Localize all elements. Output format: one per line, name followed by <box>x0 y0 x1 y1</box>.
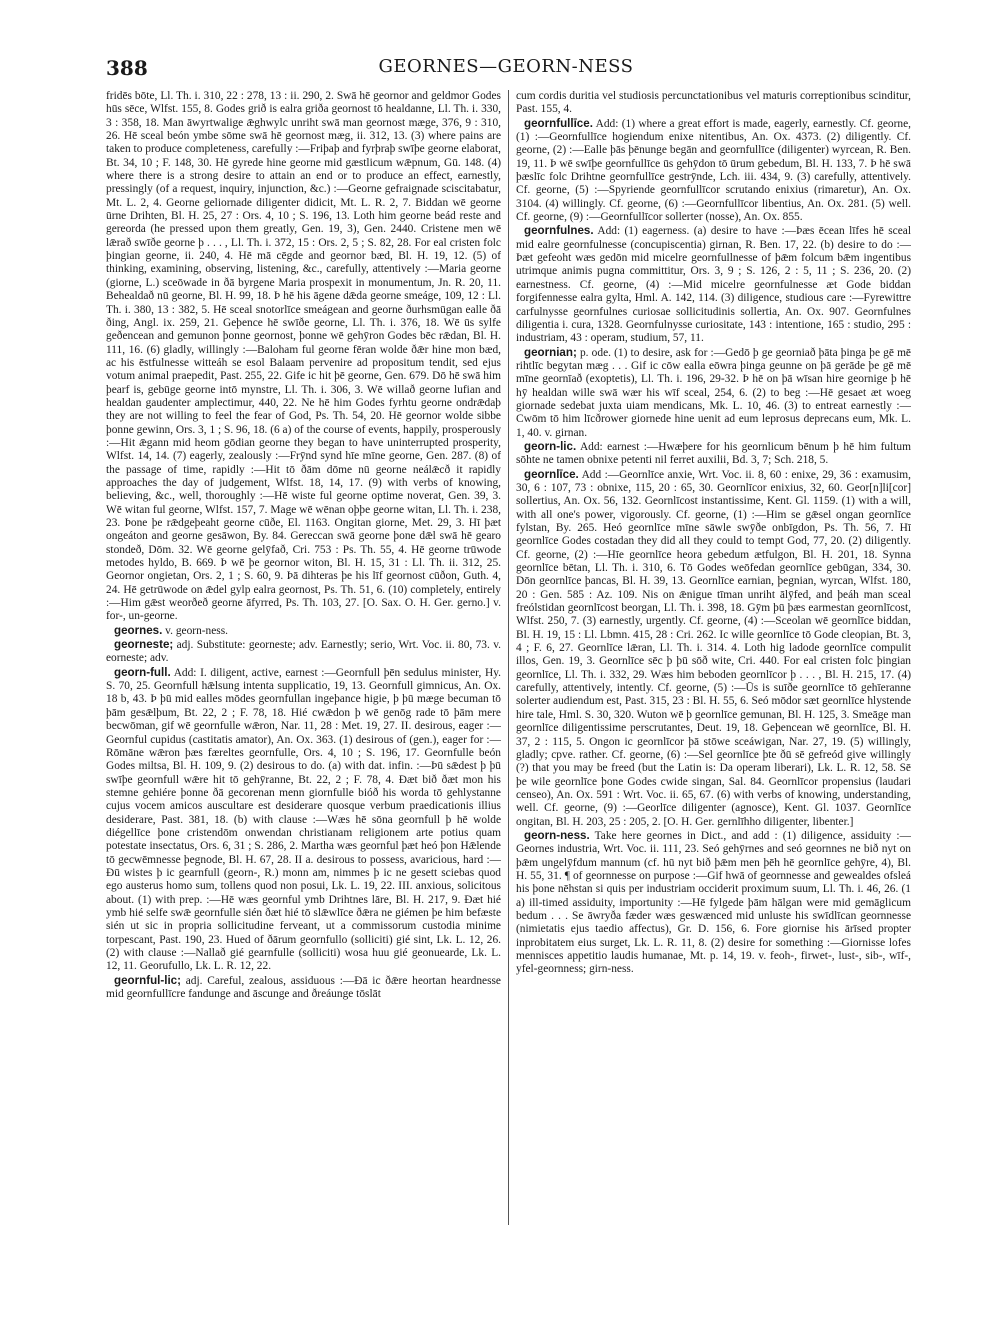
right-column <box>516 90 911 1305</box>
entry-headword: geornian; <box>524 345 577 359</box>
left-column <box>106 90 501 1305</box>
entry-geornes <box>106 624 501 638</box>
entry-headword: georneste; <box>114 638 174 652</box>
entry-geornfulnes <box>516 224 911 345</box>
entry-headword: georn-lic. <box>524 439 577 453</box>
entry-georn-lic <box>516 440 911 468</box>
entry-text: adj. Careful, zealous, assiduous :—Ðā ic ðǣre heortan heardnesse mid geornfullīcre fandunge and āscunge and ðreáunge tōslāt <box>106 974 501 1001</box>
entry-georn-ness <box>516 829 911 977</box>
entry-text: v. georn-ness. <box>162 624 229 637</box>
entry-text: Take here geornes in Dict., and add : (1) diligence, assiduity :—Geornes industria, Wrt. Voc. ii. 111, 23. Seó gehȳrnes and seó geornnes ne bið nyt on þǣm ungelȳfdum mannum (cf. hū nyt bið þǣm men þēh hē geornlīce gehȳre, 4), Bl. H. 55, 31. ¶ of geornnesse on purpose :—Gif hwā of geornnesse and gewealdes ofsleá his þone nēhstan si quis per industriam occiderit proximum suum, Ll. Th. i. 46, 26. (1 a) ill-timed assiduity, importunity :—Hē fylgede þām hālgan were mid gemāglicum bedum . . . Se āwryða fæder wæs geswænced mid unluste his swīdlīcan geornnesse (nimietatis ejus taedio affectus), Gr. D. 156, 6. Fore giornise his ārīsed propter inprobitatem eius surget, Lk. L. R. 11, 8. (2) desire for something :—Giornisse lofes mennisces appetitio laudis humanae, Mt. p. 14, 19. v. feoh-, firwet-, lust-, sib-, wīf-, yfel-geornness; girn-ness. <box>516 829 911 976</box>
entry-geornlice <box>516 468 911 829</box>
entry-headword: geornlīce. <box>524 467 579 481</box>
entry-headword: georn-full. <box>114 665 171 679</box>
entry-continuation <box>106 90 501 624</box>
entry-georneste <box>106 638 501 666</box>
entry-headword: geornfulnes. <box>524 224 594 238</box>
column-divider <box>508 90 509 1225</box>
entry-text: Add: I. diligent, active, earnest :—Geornfull þēn sedulus minister, Hy. S. 70, 25. Geornfull hǣlsung intenta supplicatio, 19, 13. Geornfull gimnicus, An. Ox. 18 b, 43. Þ þū mid ealles mōdes geornfullan ingeþance higie, þ þū mæge becuman tō þām gesǣlþum, Bt. 22, 2 ; F. 78, 18. Hié cwǣdon þ wē genōg rade tō þām mere becwōman, gif wē geornfulle wǣron, Nar. 11, 28 : Met. 19, 27. II. desirous, eager :—Geornful cupidus (castitatis amator), An. Ox. 363. (1) desirous of (gen.), eager for :—Rōmāne wǣron þæs færeltes geornfulle, Ors. 4, 10 ; S. 196, 17. Geornfulle beón Godes miltsa, Bl. H. 109, 9. (2) desirous to do. (a) with dat. infin. :—Þū sǣdest þ þū swīþe geornfull wǣre hit tō gehȳranne, Bt. 22, 2 ; F. 78, 4. Ðæt bið ðæt mon his stemne gehiére þonne ðā gecorenan menn giornfulle bióð his worda tō gehlystanne cujus vocem amicos auscultare est desiderare quosque verbum praedicationis illius desiderare, Past. 381, 18. (b) with clause :—Wæs hē sōna geornfull þ hē wolde diégellīce þone cristendōm onwendan christianam religionem arte potius quam potestate insectatus, Ors. 6, 31 ; S. 286, 2. Martha wæs geornful þæt heó þon Hǣlende tō gecwēmnesse þegnode, Bl. H. 67, 28. II a. desirous to possess, avaricious, hard :—Ðū wistes þ ic gearnfull (georn-, R.) monn am, nimmes þ ic ne gesett sciebas quod ego austerus homo sum, tollens quod non posui, Lk. L. 19, 22. III. anxious, solicitous about. (1) with prep. :—Hē wæs geornful ymb Drihtnes lāre, Bl. H. 217, 9. Ðæt hié ymb hié selfe swǣ geornfulle sién ðæt hié tō slǣwlīce ðǣra ne giémen þe him befæste sién ut sic in propria sollicitudine ferveant, ut a commissorum custodia minime torpescant, Past. 190, 23. Hued of ðārum geornfullo (solliciti) gié sint, Lk. L. 12, 26. (2) with clause :—Nallað gié gearnfulle (solliciti) wosa huu gié geonuearde, Lk. L. 12, 11. Georufullo, Lk. L. R. 12, 22. <box>106 666 501 973</box>
entry-text: cum cordis duritia vel studiosis percunctationibus vel maturis correptionibus scinditur, Past. 155, 4. <box>516 90 911 116</box>
entry-text: Add: earnest :—Hwæþere for his geornlicum bēnum þ hē him fultum sōhte ne tamen obnixe petenti nil ferret auxilii, Bd. 3, 7; Sch. 218, 5. <box>516 440 911 467</box>
entry-geornful-lic <box>106 974 501 1002</box>
entry-geornian <box>516 346 911 440</box>
entry-continuation <box>516 90 911 117</box>
entry-text: adj. Substitute: georneste; adv. Earnestly; serio, Wrt. Voc. ii. 80, 73. v. eorneste; adv. <box>106 639 501 665</box>
entry-georn-full <box>106 666 501 974</box>
entry-headword: geornful-lic; <box>114 973 181 987</box>
entry-headword: georn-ness. <box>524 828 590 842</box>
entry-headword: geornes. <box>114 623 163 637</box>
entry-text: p. ode. (1) to desire, ask for :—Gedō þ ge georniað þāta þinga þe gē mē rihtlīc begytan mæg . . . Gif ic cōw ealla eōwra þinga geunne on þā gerāde þe gē mē mīne geornīað (exoptetis), Ll. Th. i. 196, 29-32. Þ hē on þā wīsan hire geornige þ hē hȳ healdan wille swā wær his wīf sceal, 254, 6. (2) to beg :—Hē gesaet æt woeg giornade sedebat juxta uiam mendicans, Mk. L. 10, 46. (3) to entreat earnestly :—Cwōm tō him līcðrower giornede hine uenit ad eum leprosus deprecans eum, Mk. L. 1, 40. v. girnan. <box>516 346 911 439</box>
entry-text: fridēs bōte, Ll. Th. i. 310, 22 : 278, 13 : ii. 290, 2. Swā hē geornor and geldmor Godes hūs sēce, Wlfst. 155, 8. Godes grið is ealra griða geornost tō healdanne, Ll. Th. i. 330, 3 : 358, 18. Man āwyrtwalige ǣghwylc unriht swā man geornost mæge, 376, 9 : 310, 26. Hē sceal beón ymbe sōme swā hē geornost mæg, ii. 312, 13. (3) where pains are taken to produce completeness, carefully :—Friþaþ and fyrþraþ swīþe georne elaborat, Bt. 34, 10 ; F. 148, 30. Hē gyrede hine georne mid gæstlicum wǣpnum, Gū. 148. (4) where there is a strong desire to attain an end or to produce an effect, earnestly, pressingly (of a request, inquiry, injunction, &c.) :—Georne gefraignade sciscitabatur, Mt. L. 2, 4. Georne geliornade diligenter didicit, Mt. L. R. 2, 7. Biddan wē georne ūrne Drihten, Bl. H. 25, 27 : Ors. 4, 10 ; S. 196, 13. Loth him georne beád reste and gereorda (he pressed upon them greatly, Gen. 19, 3), Gen. 2440. Cristene men wē lǣrað swīðe georne þ . . . , Ll. Th. i. 372, 15 : Ors. 2, 5 ; S. 82, 28. For eal cristen folc þingian georne, ii. 240, 4. Hē mā cēgde and geornor bæd, Bl. H. 19, 12. (5) of thinking, examining, observing, listening, &c., carefully, attentively :—Maria georne (giorne, L.) sceōwade in ðā byrgene Maria prospexit in monumentum, Jn. R. 20, 11. Behealdað nū georne, Bl. H. 99, 18. Þ hē his āgene dǣda georne smeáge, 109, 12 : Ll. Th. i. 380, 13 : 382, 5. Hē sceal snotorlīce smeágean and georne ðurhsmūgan ealle ðā ðing, Angl. ix. 259, 21. Geþence hē swīðe georne, Ll. Th. i. 376, 18. Wē ūs sylfe geðencean and gemunon þonne geornost, þonne wē gehȳron Godes bēc rǣdan, Bl. H. 111, 16. (6) gladly, willingly :—Baloham ful georne fēran wolde ðǣr hine mon bæd, ac his ēstfulnesse witteáh se esol Balaam pervenire ad propositum tendit, sed ejus votum animal praepedit, Past. 255, 22. Gife ic hit þē georne, Gen. 679. Dō hē swā him þearf is, gebūge georne intō mynstre, Ll. Th. i. 306, 3. Wē willað georne lufian and healdan gaudenter amplectimur, 440, 22. Ne hē him Godes fyrhtu georne ondrǣdaþ they are not willing to feel the fear of God, Ps. Th. 54, 20. Hē geornor wolde sibbe þonne gewinn, Ors. 3, 1 ; S. 96, 18. (6 a) of the course of events, happily, prosperously :—Hit ǣgann mid heom gōdian georne they began to have uninterrupted prosperity, Wlfst. 14, 14. (7) eagerly, zealously :—Frȳnd synd hīe mīne georne, Gen. 287. (8) of the passage of time, rapidly :—Hit tō ðām dōme nū georne neálǣcð it rapidly approaches the day of judgement, Wlfst. 18, 14, 17. (9) with verbs of knowing, believing, &c., well, thoroughly :—Hē wiste ful georne optime noverat, Gen. 39, 3. Wē witan ful georne, Wlfst. 157, 7. Mage wē wēnan oþþe georne witan, Ll. Th. i. 238, 23. Þone þe rǣdgeþeaht georne cūðe, El. 1163. Ongitan giorne, Met. 29, 3. Hī þæt ongeáton and georne gesāwon, By. 84. Gereccan swā georne þone dǣl swā hē gearo stondeð, Dōm. 32. Wē georne gelȳfað, Cri. 753 : Ps. Th. 55, 4. Hē georne trūwode metodes hyldo, B. 669. Þ wē þe geornor witon, Bl. H. 15, 31 : Ll. Th. ii. 312, 25. Geornor ongietan, Ors. 2, 1 ; S. 60, 9. Þā dihteras þe his līf geornost cūðon, Guth. 4, 24. Hē getrūwode on ǣdel gylp ealra geornost, Ps. Th. 51, 6. (10) completely, entirely :—Him gǣst weorðeð georne āfyrred, Ps. Th. 103, 27. [O. Sax. O. H. Ger. gerno.] v. for-, un-georne. <box>106 90 501 623</box>
entry-text: Add: (1) where a great effort is made, eagerly, earnestly. Cf. georne, (1) :—Geornfullīce hogiendum enixe nitentibus, An. Ox. 4373. (2) diligently. Cf. georne, (2) :—Ealle þās þēnunge begān and geornfullīce (diligenter) wyrcean, R. Ben. 19, 11. Þ wē swīþe geornfullīce ūs gehȳdon tō ūrum gebedum, Bl. H. 133, 7. Þ hē swā þæslīc folc Drihtne geornfullīce gestrȳnde, Lch. iii. 434, 9. (3) carefully, attentively. Cf. georne, (5) :—Spyriende geornfullīcor scrutando enixius (rimaretur), An. Ox. 3104. (4) willingly. Cf. georne, (6) :—Geornfullīcor libentius, An. Ox. 281. (5) well. Cf. georne, (9) :—Geornfullīcor sollerter (nosse), An. Ox. 855. <box>516 117 911 224</box>
entry-text: Add: (1) eagerness. (a) desire to have :—Þæs ēcean līfes hē sceal mid ealre geornfulnesse (concupiscentia) girnan, R. Ben. 17, 22. (b) desire to do :—Þæt gefeoht wæs gedōn mid micelre geornfullnesse of þǣm folcum bǣm ingentibus utrimque animis pugna committitur, Ors. 3, 9 ; S. 126, 2 : 5, 11 ; S. 236, 20. (2) earnestness. Cf. georne, (4) :—Mid micelre geornfulnesse æt Gode biddan forgifennesse ealra gylta, Hml. A. 142, 114. (3) diligence, studious care :—Fyrewittre carfulnysse geornfulnes curiosae sollicitudinis sollertia, An. Ox. 907. Geornfulnes diligentia i. cura, 1328. Geornfulnysse curiositate, 143 : intentione, 165 : studio, 295 : industriam, 43 : operam, studium, 57, 11. <box>516 225 911 345</box>
page-number: 388 <box>106 56 148 80</box>
entry-text: Add :—Geornlīce anxie, Wrt. Voc. ii. 8, 60 : enixe, 29, 36 : examusim, 30, 6 : 107, 73 : obnixe, 115, 20 : 65, 30. Geornlīcor enixius, 32, 60. Geor[n]li[cor] sollertius, An. Ox. 56, 132. Geornlīcost instantissime, Kent. Gl. 1159. (1) with a will, with all one's power, vigorously. Cf. georne, (1) :—Him se gǣsel ongan geornlīce fylstan, By. 265. Heó geornlīce mīne sāwle swȳðe onbīgdon, Ps. Th. 56, 7. Hī geornlīce Godes costadan they did all they could to tempt God, 77, 20. (2) diligently. Cf. georne, (2) :—Hīe geornlīce heora gebedum ætfulgon, Bl. H. 201, 18. Synna geornlīce bētan, Ll. Th. i. 310, 6. Tō Godes weōfedan geornlīce gebūgan, 334, 30. Dōn geornlīce þancas, Bl. H. 39, 13. Geornlīce earnian, þegnian, wyrcan, Wlfst. 180, 20 : Gen. 585 : Az. 109. Nis on ǣnigue tīman unriht ālȳfed, and þeáh man sceal freólstidan geornlīcost beorgan, Ll. Th. i. 398, 18. Gȳm þū þæs earmestan geornlīcost, Wlfst. 250, 7. (3) earnestly, urgently. Cf. georne, (4) :—Sceolan wē geornlīce biddan, Bl. H. 19, 15 : Ll. Lbmn. 415, 28 : Cri. 262. Ic wille geornlīce tō Gode cleopian, Bt. 3, 4 ; F. 6, 27. Geornlīce lǣran, Ll. Th. i. 314. 4. Loth hig ladode geornlīce compulit illos, Gen. 19, 3. Geornlīce sēc þ þū sōð wite, Cri. 440. For eal cristen folc þingian geornlīce, Ll. Th. i. 332, 29. Wæs him beboden geornlīcor þ . . . , Bl. H. 215, 17. (4) carefully, attentively, intently. Cf. georne, (5) :—Ūs is suīðe geornlīce tō gehīeranne solerter audiendum est, Past. 315, 23 : Bl. H. 55, 6. Seó mōdor sæt geornlīce hlystende hire tale, Hml. S. 30, 320. Wuton wē þ geornlīce gemunan, Bl. H. 125, 3. Smeāge man geornlīce diligentissime perscrutantes, Deut. 19, 18. Geþencean wē geornlīce, Bl. H. 37, 2 : 115, 5. Ongon ic geornlīcor þā stōwe sceáwigan, Nar. 27, 19. (5) willingly, gladly; cpve. rather. Cf. georne, (6) :—Sel geornlīce þte ðū sē gefreód give willingly (?) that you may be freed (but the Latin is: Da operam liberari), Lk. L. R. 12, 58. Sē þe wile geornlīce þone Godes cwide singan, Sal. 84. Geornlīcor propensius (laudari censeo), An. Ox. 591 : Wrt. Voc. ii. 65, 67. (6) with verbs of knowing, understanding, well. Cf. georne, (9) :—Georlīce diligenter (agnosce), Kent. Gl. 1037. Geornlīce ongitan, Bl. H. 203, 25 : 205, 2. [O. H. Ger. gernlīhho diligenter, libenter.] <box>516 468 911 828</box>
entry-headword: geornfullīce. <box>524 116 593 130</box>
running-title: GEORNES—GEORN-NESS <box>378 56 634 77</box>
entry-geornfullice <box>516 117 911 225</box>
page-header <box>106 56 906 82</box>
